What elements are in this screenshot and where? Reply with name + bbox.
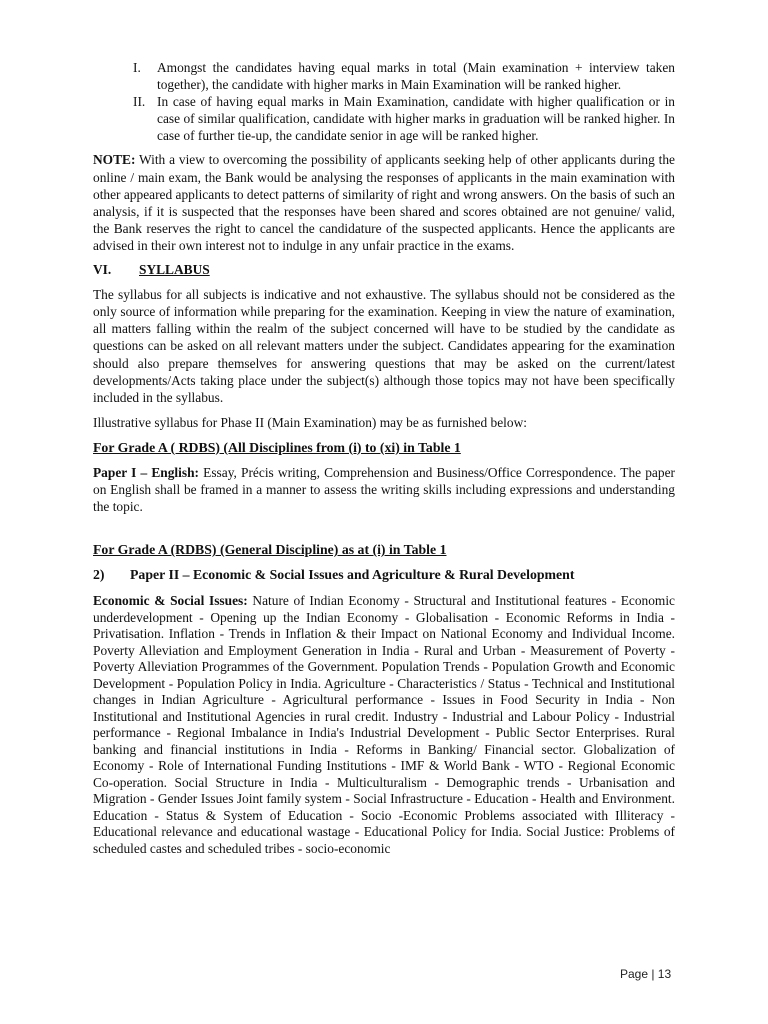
note-label: NOTE: <box>93 152 136 168</box>
illustrative-line: Illustrative syllabus for Phase II (Main Examination) may be as furnished below: <box>93 414 527 430</box>
list-item <box>93 59 675 93</box>
list-item-number: II. <box>133 94 146 110</box>
section-number: VI. <box>93 262 112 278</box>
section-heading <box>93 261 675 278</box>
note-text: With a view to overcoming the possibility of applicants seeking help of other applicants during the online / main exam, the Bank would be analysing the responses of applicants in the main examination with other appeared applicants to detect patterns of similarity of right and wrong answers. On the basis of such an analysis, if it is suspected that the responses have been shared and scores obtained are not genuine/ valid, the Bank reserves the right to cancel the candidature of the suspected applicants. Hence the applicants are advised in their own interest not to indulge in any unfair practice in the exams. <box>93 152 675 253</box>
economic-social-issues-paragraph <box>93 593 675 857</box>
paper2-heading <box>93 566 675 583</box>
syllabus-intro: The syllabus for all subjects is indicative and not exhaustive. The syllabus should not be considered as the only source of information while preparing for the examination. Keeping in view the nature of examination, all matters falling within the realm of the subject concerned will have to be studied by the candidate as questions can be asked on all relevant matters under the subject. Candidates appearing for the examination should also prepare themselves for answering questions that may be asked on the current/latest developments/Acts taking place under the subject(s) although those topics may not have been specifically included in the syllabus. <box>93 287 675 405</box>
page-number-footer: Page | 13 <box>620 967 672 981</box>
paper1-paragraph <box>93 464 675 515</box>
note-paragraph <box>93 151 675 254</box>
list-item <box>93 93 675 144</box>
econ-text: Nature of Indian Economy - Structural and Institutional features - Economic underdevelopment - Opening up the Indian Economy - Globalisation - Economic Reforms in India - Privatisation. Inflation - Trends in Inflation & their Impact on National Economy and Individual Income. Poverty Alleviation and Employment Generation in India - Rural and Urban - Measurement of Poverty - Poverty Alleviation Programmes of the Government. Population Trends - Population Growth and Economic Development - Population Policy in India. Agriculture - Characteristics / Status - Technical and Institutional changes in Indian Agriculture - Agricultural performance - Issues in Food Security in India - Non Institutional and Institutional Agencies in rural credit. Industry - Industrial and Labour Policy - Industrial performance - Regional Imbalance in India's Industrial Development - Public Sector Enterprises. Rural banking and financial institutions in India - Reforms in Banking/ Financial sector. Globalization of Economy - Role of International Funding Institutions - IMF & World Bank - WTO - Regional Economic Co-operation. Social Structure in India - Multiculturalism - Demographic trends - Urbanisation and Migration - Gender Issues Joint family system - Social Infrastructure - Education - Health and Environment. Education - Status & System of Education - Socio -Economic Problems associated with Illiteracy - Educational relevance and educational wastage - Educational Policy for India. Social Justice: Problems of scheduled castes and scheduled tribes - socio-economic <box>93 593 675 856</box>
list-item-text: Amongst the candidates having equal marks in total (Main examination + interview taken together), the candidate with higher marks in Main Examination will be ranked higher. <box>157 60 675 93</box>
list-item-text: In case of having equal marks in Main Examination, candidate with higher qualification or in case of similar qualification, candidate with higher marks in graduation will be ranked higher. In case of further tie-up, the candidate senior in age will be ranked higher. <box>157 94 675 144</box>
grade-heading-general: For Grade A (RDBS) (General Discipline) as at (i) in Table 1 <box>93 542 447 558</box>
paper2-number: 2) <box>93 567 105 583</box>
paper2-title: Paper II – Economic & Social Issues and Agriculture & Rural Development <box>130 567 575 583</box>
grade-heading-all-disciplines: For Grade A ( RDBS) (All Disciplines from (i) to (xi) in Table 1 <box>93 439 461 455</box>
section-title: SYLLABUS <box>139 262 210 278</box>
paper1-label: Paper I – English: <box>93 464 199 480</box>
list-item-number: I. <box>133 60 141 75</box>
tie-rules-list <box>93 59 675 144</box>
document-page <box>93 59 675 857</box>
paper1-text: Essay, Précis writing, Comprehension and Business/Office Correspondence. The paper on English shall be framed in a manner to assess the writing skills including expressions and understanding the topic. <box>93 464 675 515</box>
econ-label: Economic & Social Issues: <box>93 593 248 609</box>
